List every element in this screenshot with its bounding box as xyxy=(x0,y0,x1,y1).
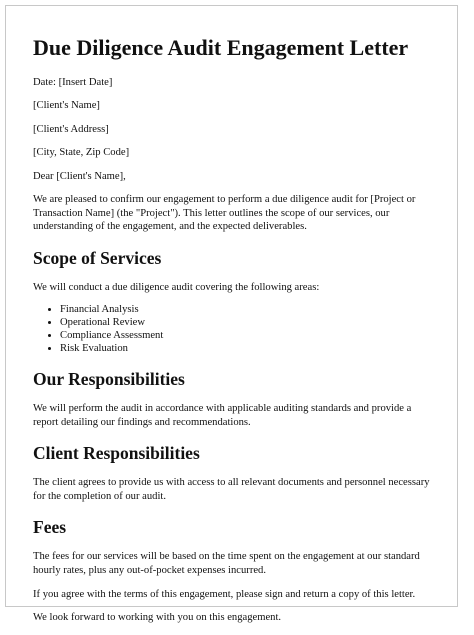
scope-item-risk-evaluation: • Risk Evaluation xyxy=(60,343,433,356)
fees-heading: Fees xyxy=(33,517,67,538)
client-responsibilities-text: The client agrees to provide us with access to all relevant documents and personnel necessary for the completion of our audit. xyxy=(33,477,430,502)
letter-content xyxy=(33,34,433,635)
our-responsibilities-text: We will perform the audit in accordance with applicable auditing standards and provide a report detailing our findings and recommendations. xyxy=(33,403,412,428)
scope-heading: Scope of Services xyxy=(33,247,162,268)
fees-text: The fees for our services will be based on the time spent on the engagement at our standard hourly rates, plus any out-of-pocket expenses incurred. xyxy=(33,551,420,576)
letter-page xyxy=(5,5,458,624)
scope-item-compliance-assessment: • Compliance Assessment xyxy=(60,330,433,343)
intro-paragraph: We are pleased to confirm our engagement to perform a due diligence audit for [Project or Transaction Name] (the "Project"). This letter outlines the scope of our services, our understanding of the engagement, and the expected deliverables. xyxy=(33,194,416,233)
agreement-paragraph: If you agree with the terms of this engagement, please sign and return a copy of this letter. xyxy=(33,588,416,600)
salutation: Dear [Client's Name], xyxy=(33,170,126,182)
scope-item-operational-review: • Operational Review xyxy=(60,317,433,330)
scope-text: We will conduct a due diligence audit covering the following areas: xyxy=(33,281,320,293)
city-state-zip-line: [City, State, Zip Code] xyxy=(33,147,130,159)
scope-list xyxy=(33,304,433,355)
client-name-line: [Client's Name] xyxy=(33,100,100,112)
our-responsibilities-heading: Our Responsibilities xyxy=(33,369,185,390)
scope-item-financial-analysis: • Financial Analysis xyxy=(60,304,433,317)
client-responsibilities-heading: Client Responsibilities xyxy=(33,443,200,464)
letter-title: Due Diligence Audit Engagement Letter xyxy=(33,35,409,60)
closing-paragraph: We look forward to working with you on this engagement. xyxy=(33,612,282,624)
client-address-line: [Client's Address] xyxy=(33,123,109,135)
date-line: Date: [Insert Date] xyxy=(33,76,113,88)
